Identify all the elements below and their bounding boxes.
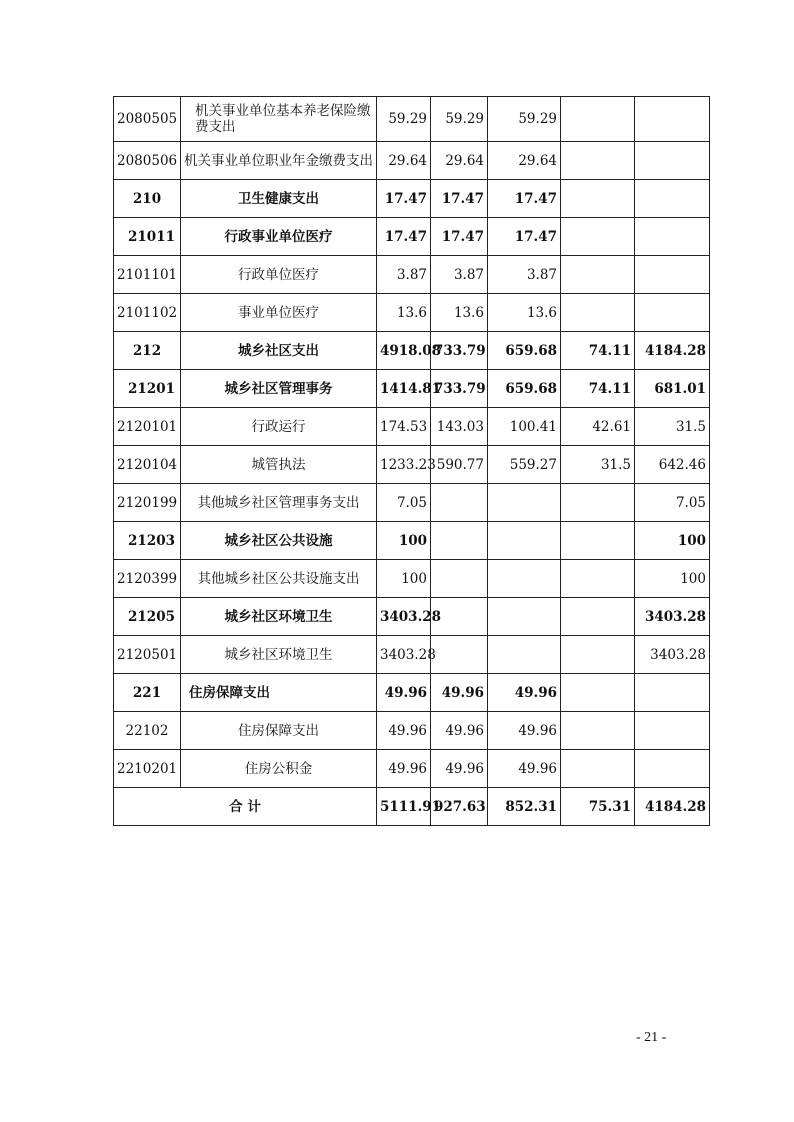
amount-basic-cell: 143.03 [431,408,488,446]
table-row [114,560,710,598]
total-cell-5: 4184.28 [635,788,710,826]
amount-public-cell [561,674,635,712]
amount-personnel-cell [488,560,561,598]
name-cell: 城乡社区管理事务 [181,370,377,408]
amount-project-cell [635,180,710,218]
name-cell: 住房保障支出 [181,712,377,750]
amount-personnel-cell: 100.41 [488,408,561,446]
code-cell: 2101101 [114,256,181,294]
code-cell: 210 [114,180,181,218]
name-cell: 住房保障支出 [181,674,377,712]
table-row [114,674,710,712]
total-cell-4: 75.31 [561,788,635,826]
amount-personnel-cell: 3.87 [488,256,561,294]
amount-personnel-cell [488,522,561,560]
name-cell: 行政单位医疗 [181,256,377,294]
amount-basic-cell: 29.64 [431,142,488,180]
amount-project-cell: 100 [635,522,710,560]
amount-personnel-cell: 59.29 [488,97,561,142]
amount-total-cell: 49.96 [377,750,431,788]
code-cell: 2210201 [114,750,181,788]
amount-total-cell: 17.47 [377,218,431,256]
table-body [114,97,710,788]
amount-personnel-cell [488,636,561,674]
amount-total-cell: 100 [377,522,431,560]
amount-basic-cell: 13.6 [431,294,488,332]
amount-basic-cell: 3.87 [431,256,488,294]
amount-project-cell [635,712,710,750]
code-cell: 2080506 [114,142,181,180]
amount-total-cell: 49.96 [377,712,431,750]
table-row [114,218,710,256]
amount-basic-cell: 49.96 [431,750,488,788]
amount-basic-cell [431,636,488,674]
amount-personnel-cell: 29.64 [488,142,561,180]
amount-personnel-cell: 659.68 [488,370,561,408]
amount-personnel-cell: 17.47 [488,218,561,256]
name-cell: 城乡社区支出 [181,332,377,370]
amount-total-cell: 17.47 [377,180,431,218]
amount-project-cell [635,750,710,788]
amount-basic-cell: 17.47 [431,180,488,218]
amount-public-cell [561,598,635,636]
amount-project-cell: 3403.28 [635,636,710,674]
code-cell: 21201 [114,370,181,408]
amount-basic-cell: 733.79 [431,370,488,408]
amount-project-cell: 31.5 [635,408,710,446]
amount-personnel-cell [488,598,561,636]
name-cell: 其他城乡社区公共设施支出 [181,560,377,598]
amount-personnel-cell [488,484,561,522]
amount-project-cell [635,256,710,294]
code-cell: 21205 [114,598,181,636]
name-cell: 卫生健康支出 [181,180,377,218]
name-cell: 城管执法 [181,446,377,484]
table-row [114,712,710,750]
code-cell: 2120101 [114,408,181,446]
amount-total-cell: 4918.08 [377,332,431,370]
table-row [114,332,710,370]
amount-public-cell [561,560,635,598]
amount-total-cell: 59.29 [377,97,431,142]
table-row [114,598,710,636]
amount-project-cell: 642.46 [635,446,710,484]
amount-basic-cell: 733.79 [431,332,488,370]
name-cell: 事业单位医疗 [181,294,377,332]
amount-personnel-cell: 49.96 [488,750,561,788]
total-label: 合 计 [114,788,377,826]
name-cell: 机关事业单位职业年金缴费支出 [181,142,377,180]
amount-total-cell: 29.64 [377,142,431,180]
total-row [114,788,710,826]
amount-personnel-cell: 659.68 [488,332,561,370]
name-cell: 行政事业单位医疗 [181,218,377,256]
amount-total-cell: 49.96 [377,674,431,712]
amount-basic-cell: 59.29 [431,97,488,142]
amount-basic-cell: 49.96 [431,674,488,712]
table-row [114,408,710,446]
code-cell: 221 [114,674,181,712]
amount-public-cell: 74.11 [561,370,635,408]
table-row [114,750,710,788]
table-row [114,256,710,294]
code-cell: 2101102 [114,294,181,332]
name-cell: 城乡社区公共设施 [181,522,377,560]
page-number: - 21 - [636,1030,667,1045]
amount-personnel-cell: 17.47 [488,180,561,218]
name-cell: 城乡社区环境卫生 [181,598,377,636]
code-cell: 2120501 [114,636,181,674]
amount-project-cell [635,674,710,712]
amount-project-cell [635,294,710,332]
amount-public-cell [561,294,635,332]
amount-project-cell: 100 [635,560,710,598]
table-row [114,636,710,674]
amount-public-cell: 42.61 [561,408,635,446]
table-row [114,484,710,522]
code-cell: 2080505 [114,97,181,142]
amount-public-cell: 31.5 [561,446,635,484]
table-row [114,294,710,332]
amount-total-cell: 3403.28 [377,598,431,636]
amount-basic-cell: 17.47 [431,218,488,256]
amount-total-cell: 7.05 [377,484,431,522]
table-row [114,97,710,142]
amount-public-cell [561,484,635,522]
amount-public-cell: 74.11 [561,332,635,370]
amount-total-cell: 3.87 [377,256,431,294]
amount-basic-cell [431,560,488,598]
code-cell: 22102 [114,712,181,750]
amount-total-cell: 13.6 [377,294,431,332]
total-cell-3: 852.31 [488,788,561,826]
budget-expenditure-table [113,96,710,826]
amount-project-cell [635,97,710,142]
amount-public-cell [561,750,635,788]
amount-basic-cell: 590.77 [431,446,488,484]
code-cell: 212 [114,332,181,370]
amount-basic-cell [431,484,488,522]
amount-public-cell [561,522,635,560]
name-cell: 机关事业单位基本养老保险缴费支出 [181,97,377,142]
amount-total-cell: 100 [377,560,431,598]
code-cell: 21203 [114,522,181,560]
table-row [114,142,710,180]
table-row [114,522,710,560]
amount-public-cell [561,218,635,256]
amount-public-cell [561,712,635,750]
code-cell: 2120399 [114,560,181,598]
amount-project-cell: 681.01 [635,370,710,408]
amount-project-cell [635,218,710,256]
amount-total-cell: 174.53 [377,408,431,446]
amount-personnel-cell: 49.96 [488,712,561,750]
amount-project-cell [635,142,710,180]
name-cell: 住房公积金 [181,750,377,788]
amount-project-cell: 7.05 [635,484,710,522]
amount-total-cell: 3403.28 [377,636,431,674]
total-cell-1: 5111.91 [377,788,431,826]
amount-public-cell [561,142,635,180]
amount-personnel-cell: 559.27 [488,446,561,484]
code-cell: 2120104 [114,446,181,484]
code-cell: 21011 [114,218,181,256]
amount-project-cell: 4184.28 [635,332,710,370]
amount-project-cell: 3403.28 [635,598,710,636]
amount-public-cell [561,97,635,142]
amount-public-cell [561,180,635,218]
amount-total-cell: 1233.23 [377,446,431,484]
table-row [114,370,710,408]
amount-public-cell [561,256,635,294]
amount-basic-cell: 49.96 [431,712,488,750]
amount-basic-cell [431,522,488,560]
amount-total-cell: 1414.81 [377,370,431,408]
name-cell: 其他城乡社区管理事务支出 [181,484,377,522]
table-row [114,446,710,484]
table-row [114,180,710,218]
code-cell: 2120199 [114,484,181,522]
name-cell: 行政运行 [181,408,377,446]
amount-public-cell [561,636,635,674]
amount-personnel-cell: 13.6 [488,294,561,332]
name-cell: 城乡社区环境卫生 [181,636,377,674]
total-cell-2: 927.63 [431,788,488,826]
amount-personnel-cell: 49.96 [488,674,561,712]
